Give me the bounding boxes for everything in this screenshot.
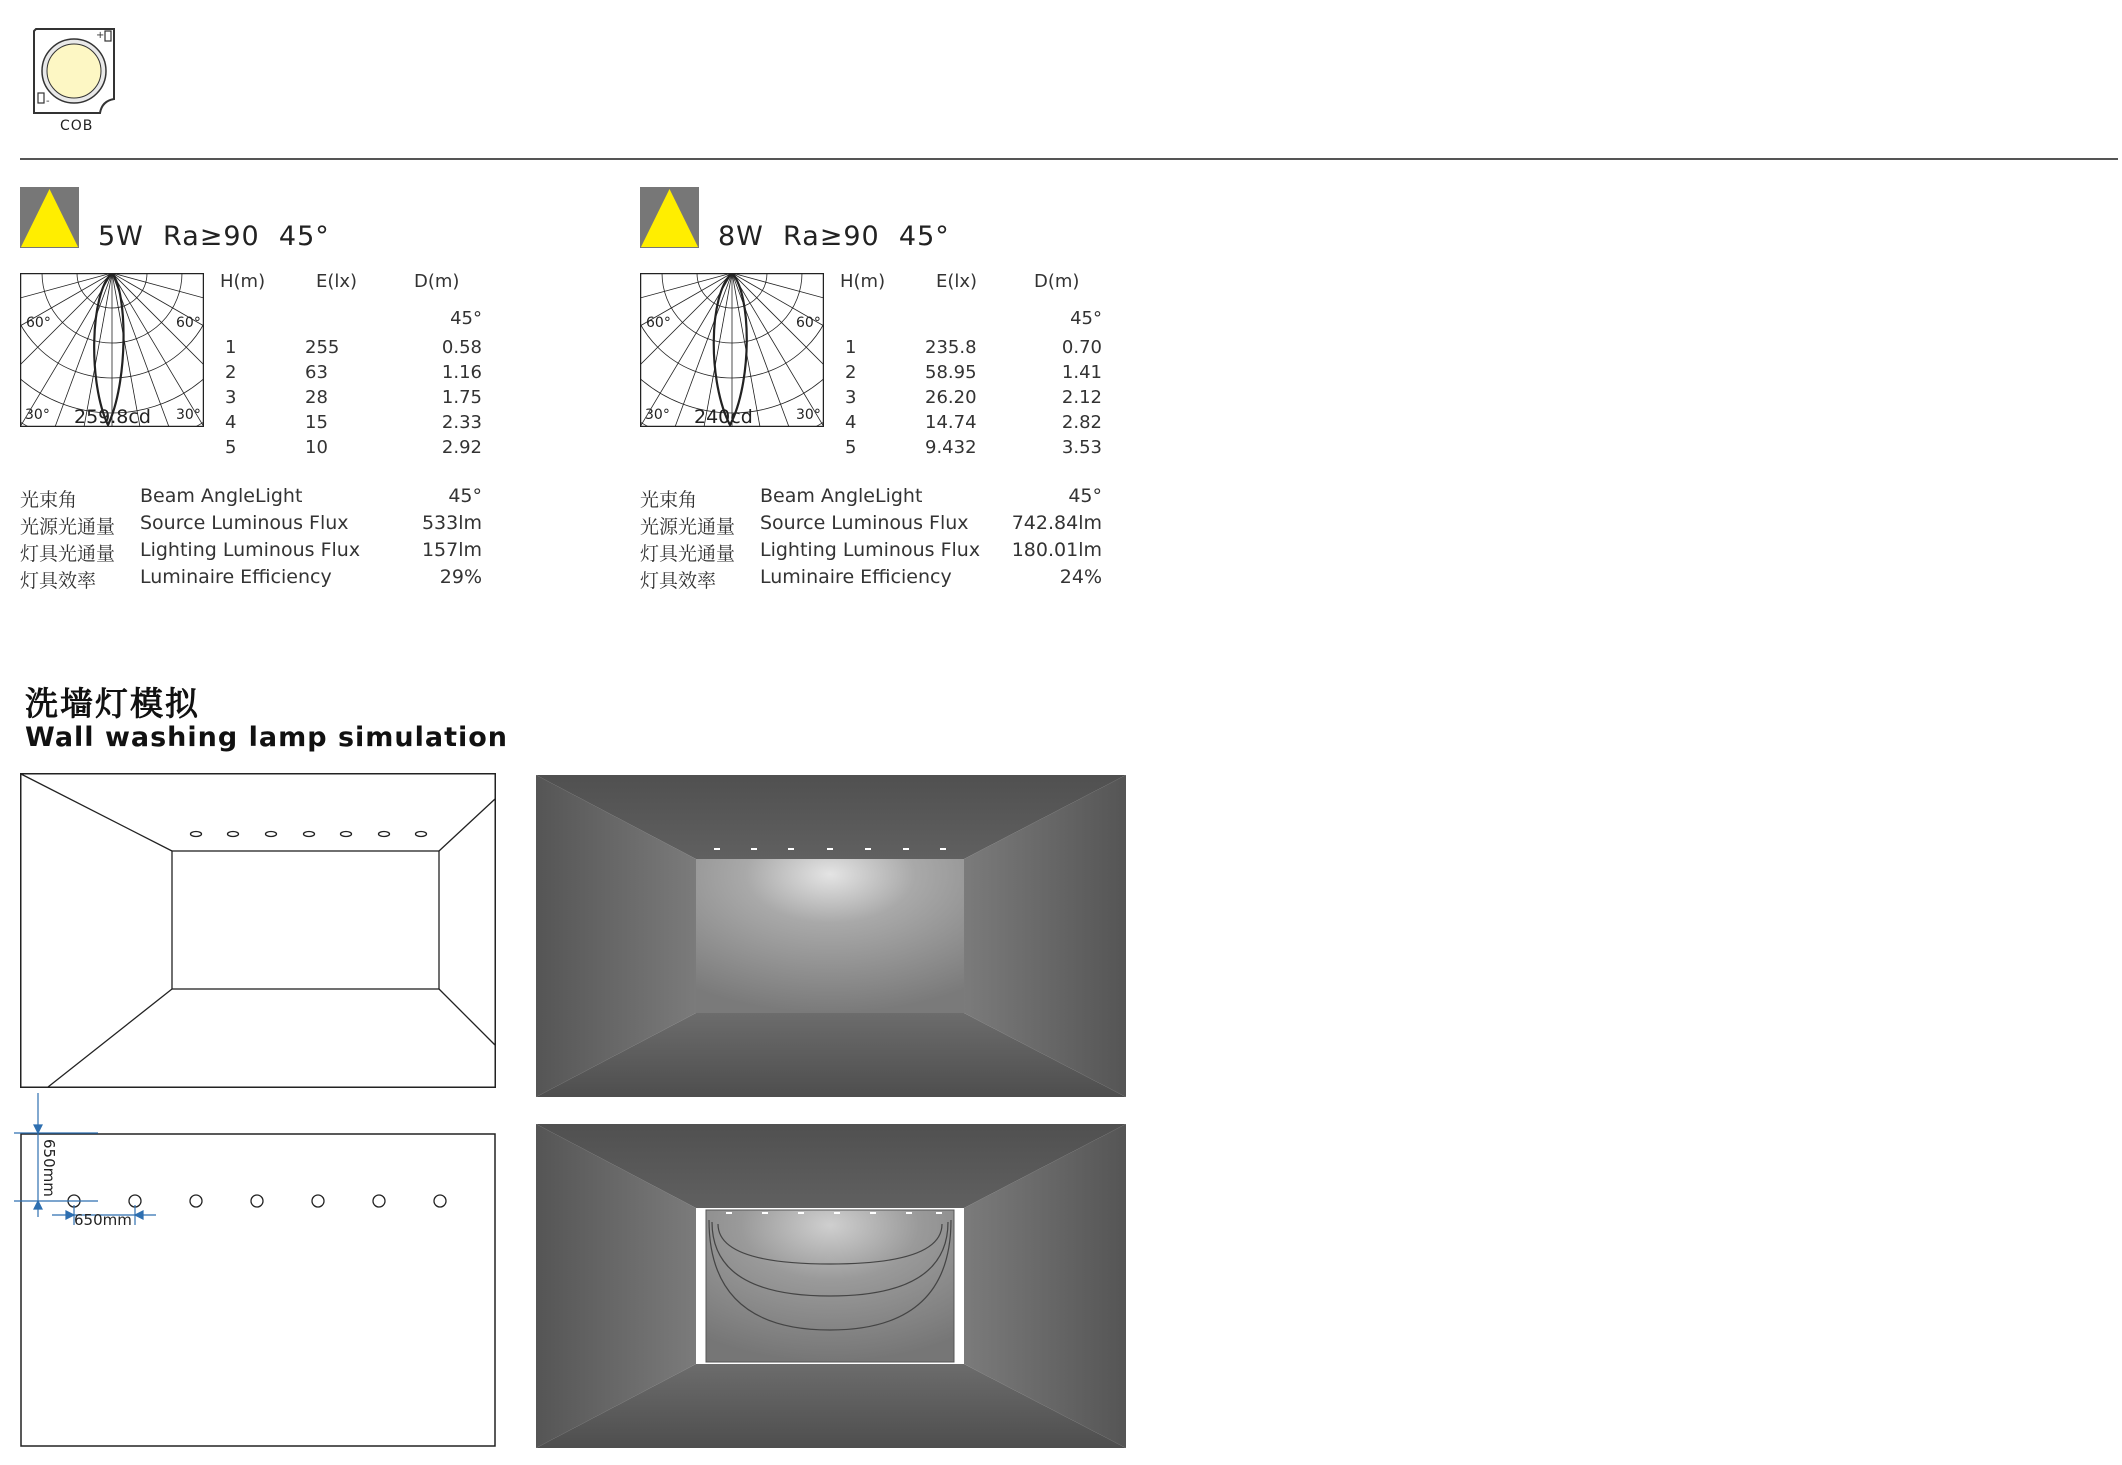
fixture-layout-plan bbox=[14, 1093, 498, 1449]
beam-angle-header: 45° bbox=[1070, 308, 1102, 329]
info-row-beam-angle: 光束角 Beam AngleLight 45° bbox=[20, 485, 482, 511]
column-header-e: E(lx) bbox=[316, 271, 358, 292]
vertical-dimension-label: 650mm bbox=[40, 1139, 58, 1197]
polar-peak-label: 240cd bbox=[694, 406, 753, 427]
info-row-source-flux: 光源光通量 Source Luminous Flux 742.84lm bbox=[640, 512, 1102, 538]
beam-angle-header: 45° bbox=[450, 308, 482, 329]
polar-label-left-upper: 60° bbox=[646, 315, 671, 331]
info-row-efficiency: 灯具效率 Luminaire Efficiency 24% bbox=[640, 566, 1102, 592]
polar-label-right-upper: 60° bbox=[176, 315, 201, 331]
polar-label-right-lower: 30° bbox=[176, 407, 201, 423]
beam-triangle-icon bbox=[640, 187, 699, 248]
column-header-d: D(m) bbox=[1034, 271, 1080, 292]
column-header-h: H(m) bbox=[220, 271, 266, 292]
polar-label-left-lower: 30° bbox=[645, 407, 670, 423]
room-isolux-render-image bbox=[536, 1124, 1126, 1448]
spec-block-5w: 5W Ra≥90 45° 60° 60° 30° 30° 259.8cd H(m) E(lx) D(m) 45° 1 255 0.58 2 63 1.16 3 28 1.75 4 15 2.33 5 10 2.92 光束角 Beam AngleLight 45° 光源光通量 Source Luminous Flux 533lm 灯具光通量 Lighting Luminous Flux 157lm 灯具效率 Luminaire Efficiency 29% bbox=[20, 187, 580, 607]
column-header-e: E(lx) bbox=[936, 271, 978, 292]
section-title-en: Wall washing lamp simulation bbox=[25, 722, 509, 753]
polar-label-left-upper: 60° bbox=[26, 315, 51, 331]
polar-label-right-upper: 60° bbox=[796, 315, 821, 331]
polar-diagram bbox=[20, 273, 204, 427]
info-row-beam-angle: 光束角 Beam AngleLight 45° bbox=[640, 485, 1102, 511]
column-header-h: H(m) bbox=[840, 271, 886, 292]
svg-text:+: + bbox=[96, 30, 105, 41]
spec-block-8w: 8W Ra≥90 45° 60° 60° 30° 30° 240cd H(m) E(lx) D(m) 45° 1 235.8 0.70 2 58.95 1.41 3 26.20 2.12 4 14.74 2.82 5 9.432 3.53 光束角 Beam AngleLight 45° 光源光通量 Source Luminous Flux 742.84lm 灯具光通量 Lighting Luminous Flux 180.01lm 灯具效率 Luminaire Efficiency 24% bbox=[640, 187, 1200, 607]
info-row-efficiency: 灯具效率 Luminaire Efficiency 29% bbox=[20, 566, 482, 592]
info-row-lighting-flux: 灯具光通量 Lighting Luminous Flux 157lm bbox=[20, 539, 482, 565]
spec-title: 8W Ra≥90 45° bbox=[718, 221, 950, 252]
cob-chip-icon bbox=[30, 25, 120, 115]
info-row-lighting-flux: 灯具光通量 Lighting Luminous Flux 180.01lm bbox=[640, 539, 1102, 565]
spec-title: 5W Ra≥90 45° bbox=[98, 221, 330, 252]
section-title-cn: 洗墙灯模拟 bbox=[25, 684, 200, 723]
horizontal-dimension-label: 650mm bbox=[74, 1211, 132, 1229]
polar-peak-label: 259.8cd bbox=[74, 406, 151, 427]
polar-diagram bbox=[640, 273, 824, 427]
room-render-image bbox=[536, 775, 1126, 1097]
column-header-d: D(m) bbox=[414, 271, 460, 292]
chip-label: COB bbox=[60, 118, 94, 134]
svg-text:-: - bbox=[46, 96, 50, 107]
room-perspective-drawing bbox=[20, 773, 496, 1088]
header-divider bbox=[20, 158, 2118, 160]
info-row-source-flux: 光源光通量 Source Luminous Flux 533lm bbox=[20, 512, 482, 538]
beam-triangle-icon bbox=[20, 187, 79, 248]
polar-label-left-lower: 30° bbox=[25, 407, 50, 423]
polar-label-right-lower: 30° bbox=[796, 407, 821, 423]
